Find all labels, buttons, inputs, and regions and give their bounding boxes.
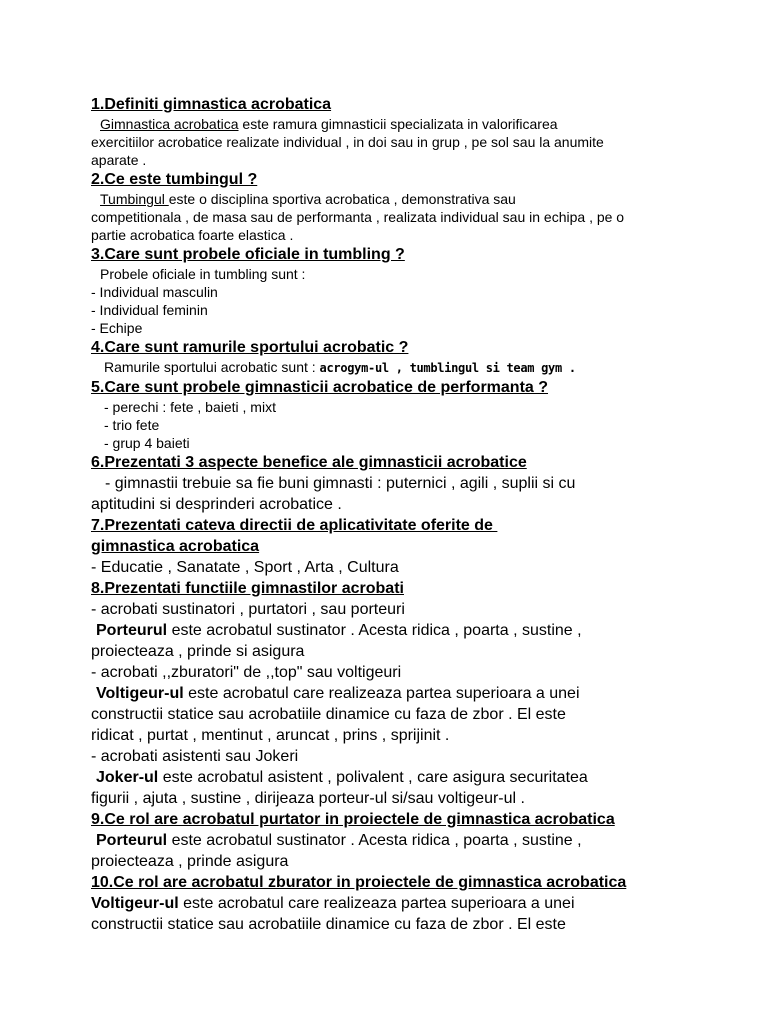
question-7-answer: - Educatie , Sanatate , Sport , Arta , Cultura [91,559,399,576]
question-1-answer-line-2: exercitiilor acrobatice realizate individual , in doi sau in grup , pe sol sau la anumite [91,134,604,150]
question-2-heading: 2.Ce este tumbingul ? [91,171,258,188]
question-9-heading: 9.Ce rol are acrobatul purtator in proiectele de gimnastica acrobatica [91,811,615,828]
term-gimnastica-acrobatica: Gimnastica acrobatica [100,116,239,132]
question-8-line-2: Porteurul este acrobatul sustinator . Acesta ridica , poarta , sustine , [96,622,582,639]
question-4-heading: 4.Care sunt ramurile sportului acrobatic ? [91,339,409,356]
term-voltigeur: Voltigeur-ul [96,685,184,702]
question-8-line-5: Voltigeur-ul este acrobatul care realizeaza partea superioara a unei [96,685,580,702]
question-8-line-4: - acrobati ,,zburatori" de ,,top" sau voltigeuri [91,664,402,681]
term-porteurul: Porteurul [96,622,168,639]
question-1-answer-line-1: Gimnastica acrobatica este ramura gimnasticii specializata in valorificarea [100,116,558,132]
question-6-heading: 6.Prezentati 3 aspecte benefice ale gimnasticii acrobatice [91,454,527,471]
term-porteurul: Porteurul [96,832,168,849]
question-1-answer-line-3: aparate . [91,152,147,168]
question-6-answer-line-1: - gimnastii trebuie sa fie buni gimnasti : puternici , agili , suplii si cu [105,475,576,492]
list-item: - Echipe [91,320,143,336]
question-10-heading: 10.Ce rol are acrobatul zburator in proiectele de gimnastica acrobatica [91,874,627,891]
question-3-heading: 3.Care sunt probele oficiale in tumbling ? [91,246,405,263]
question-9-line-1: Porteurul este acrobatul sustinator . Acesta ridica , poarta , sustine , [96,832,582,849]
question-8-line-1: - acrobati sustinatori , purtatori , sau porteuri [91,601,405,618]
question-10-line-2: constructii statice sau acrobatiile dinamice cu faza de zbor . El este [91,916,566,933]
list-item: - Individual masculin [91,284,218,300]
question-8-line-3: proiecteaza , prinde si asigura [91,643,305,660]
list-item: - trio fete [104,417,160,433]
question-1-heading: 1.Definiti gimnastica acrobatica [91,96,332,113]
term-tumbingul: Tumbingul [100,191,169,207]
question-2-answer-line-2: competitionala , de masa sau de performanta , realizata individual sau in echipa , pe o [91,209,625,225]
question-8-line-6: constructii statice sau acrobatiile dinamice cu faza de zbor . El este [91,706,566,723]
question-2-answer-line-1: Tumbingul este o disciplina sportiva acrobatica , demonstrativa sau [100,191,516,207]
question-8-line-8: - acrobati asistenti sau Jokeri [91,748,299,765]
question-3-intro: Probele oficiale in tumbling sunt : [100,266,306,282]
question-8-line-7: ridicat , purtat , mentinut , aruncat , prins , sprijinit . [91,727,450,744]
question-5-heading: 5.Care sunt probele gimnasticii acrobatice de performanta ? [91,379,549,396]
question-7-heading-line-1: 7.Prezentati cateva directii de aplicativitate oferite de [91,517,498,534]
document-page [91,94,711,935]
list-item: - grup 4 baieti [104,435,190,451]
question-9-line-2: proiecteaza , prinde asigura [91,853,289,870]
question-6-answer-line-2: aptitudini si desprinderi acrobatice . [91,496,342,513]
list-item: - Individual feminin [91,302,208,318]
term-voltigeur: Voltigeur-ul [91,895,179,912]
question-2-answer-line-3: partie acrobatica foarte elastica . [91,227,294,243]
question-7-heading-line-2: gimnastica acrobatica [91,538,260,555]
question-8-line-10: figurii , ajuta , sustine , dirijeaza porteur-ul si/sau voltigeur-ul . [91,790,525,807]
bold-answer: acrogym-ul , tumblingul si team gym . [319,361,576,375]
question-8-heading: 8.Prezentati functiile gimnastilor acrobati [91,580,404,597]
question-4-answer: Ramurile sportului acrobatic sunt : acrogym-ul , tumblingul si team gym . [104,359,576,375]
question-8-line-9: Joker-ul este acrobatul asistent , polivalent , care asigura securitatea [96,769,588,786]
question-10-line-1: Voltigeur-ul este acrobatul care realizeaza partea superioara a unei [91,895,575,912]
list-item: - perechi : fete , baieti , mixt [104,399,276,415]
term-joker: Joker-ul [96,769,159,786]
